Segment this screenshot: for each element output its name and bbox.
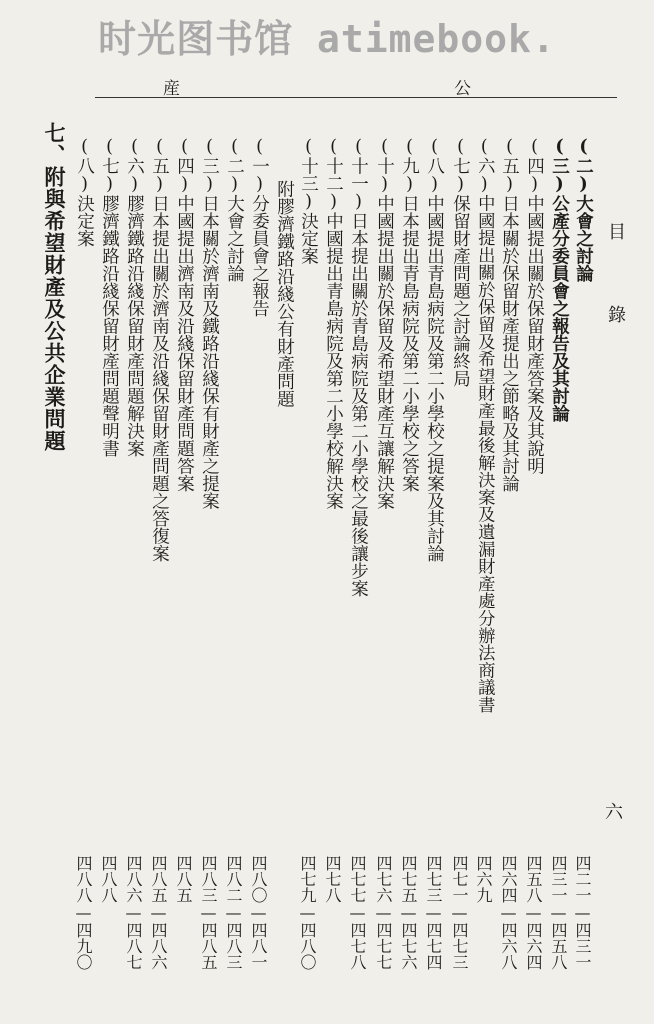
toc-entry: (六)膠濟鐵路沿綫保留財產問題解決案 <box>124 137 145 457</box>
section-heading: 七、附與希望財產及公共企業問題 <box>42 122 67 452</box>
toc-entry: (五)日本提出關於濟南及沿綫保留財產問題之答復案 <box>149 137 170 562</box>
toc-page-range: 四八六—四八七 <box>124 855 143 970</box>
toc-subheading: 附膠濟鐵路沿綫公有財產問題 <box>274 180 295 408</box>
toc-page-range: 四八五 <box>174 855 193 903</box>
toc-entry: (二)大會之討論 <box>573 137 594 282</box>
toc-page-range: 四五八—四六四 <box>524 855 543 970</box>
toc-entry: (七)膠濟鐵路沿綫保留財產問題聲明書 <box>99 137 120 457</box>
toc-entry: (四)中國提出關於保留財產答案及其說明 <box>524 137 545 475</box>
toc-entry: (十二)中國提出青島病院及第二小學校解決案 <box>323 137 344 510</box>
toc-page-range: 四八二—四八三 <box>224 855 243 970</box>
header-rule <box>95 97 617 98</box>
side-label-mu: 目 <box>605 222 626 240</box>
toc-page-range: 四二一—四三一 <box>573 855 592 970</box>
toc-page-range: 四八八 <box>99 855 118 903</box>
toc-entry: (十三)決定案 <box>298 137 319 265</box>
toc-page-range: 四七三—四七四 <box>424 855 443 970</box>
toc-entry: (十一)日本提出關於青島病院及第二小學校之最後讓步案 <box>348 137 369 597</box>
toc-page-range: 四七八 <box>323 855 342 903</box>
toc-page-range: 四七九—四八〇 <box>298 855 317 970</box>
toc-page-range: 四七七—四七八 <box>348 855 367 970</box>
toc-page-range: 四七一—四七三 <box>450 855 469 970</box>
toc-page-range: 四八三—四八五 <box>199 855 218 970</box>
toc-page-range: 四八五—四八六 <box>149 855 168 970</box>
toc-page-range: 四六九 <box>474 855 493 903</box>
toc-entry: (九)日本提出青島病院及第二小學校之答案 <box>399 137 420 492</box>
watermark: 时光图书馆 atimebook. <box>98 17 556 61</box>
toc-entry: (八)決定案 <box>74 137 95 247</box>
side-label-lu: 錄 <box>605 305 626 323</box>
toc-page-range: 四三一—四五八 <box>549 855 568 970</box>
toc-page-range: 四七五—四七六 <box>399 855 418 970</box>
page-number: 六 <box>602 802 623 820</box>
toc-entry: (六)中國提出關於保留及希望財產最後解決案及遺漏財產處分辦法商議書 <box>474 137 495 713</box>
toc-entry: (三)日本關於濟南及鐵路沿綫保有財產之提案 <box>199 137 220 510</box>
toc-page-range: 四六四—四六八 <box>499 855 518 970</box>
toc-entry: (十)中國提出關於保留及希望財產互讓解決案 <box>374 137 395 510</box>
running-header-right: 公 <box>454 79 471 99</box>
toc-page-range: 四八八—四九〇 <box>74 855 93 970</box>
toc-entry: (八)中國提出青島病院及第二小學校之提案及其討論 <box>424 137 445 562</box>
toc-entry: (五)日本關於保留財產提出之節略及其討論 <box>499 137 520 492</box>
toc-entry: (四)中國提出濟南及沿綫保留財產問題答案 <box>174 137 195 492</box>
toc-page-range: 四七六—四七七 <box>374 855 393 970</box>
toc-entry: (一)分委員會之報告 <box>249 137 270 317</box>
toc-entry: (三)公產分委員會之報告及其討論 <box>549 137 570 422</box>
toc-entry: (七)保留財產問題之討論終局 <box>450 137 471 387</box>
toc-entry: (二)大會之討論 <box>224 137 245 282</box>
toc-page-range: 四八〇—四八一 <box>249 855 268 970</box>
running-header-left: 産 <box>163 79 180 99</box>
